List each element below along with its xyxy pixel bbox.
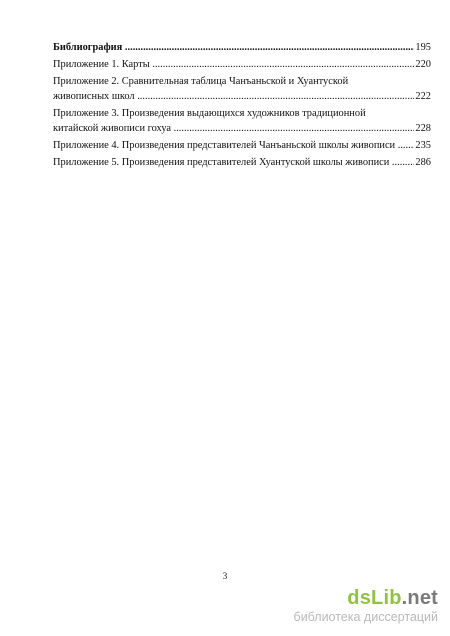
toc-entry-page: 235	[415, 140, 431, 151]
watermark-subtitle: библиотека диссертаций	[293, 610, 438, 624]
logo-ds: ds	[347, 587, 372, 609]
logo-net: .net	[401, 587, 438, 609]
toc-entry-title-line: Приложение 3. Произведения выдающихся художников традиционной	[53, 108, 366, 119]
table-of-contents	[53, 40, 431, 170]
toc-entry-appendix-3[interactable]	[53, 106, 431, 136]
toc-entry-page: 220	[415, 59, 431, 70]
toc-entry-page: 222	[415, 91, 431, 102]
toc-row	[53, 155, 431, 170]
toc-row	[53, 57, 431, 72]
toc-entry-title: Приложение 1. Карты .....	[53, 57, 414, 72]
toc-row	[53, 40, 431, 55]
toc-entry-bibliography[interactable]	[53, 40, 431, 55]
toc-entry-appendix-1[interactable]	[53, 57, 431, 72]
dslib-logo	[294, 587, 438, 609]
toc-row	[53, 121, 431, 136]
toc-entry-title: Приложение 4. Произведения представителей Чанъаньской школы живописи .....	[53, 138, 414, 153]
toc-entry-page: 228	[415, 123, 431, 134]
toc-entry-title: китайской живописи гохуа .....	[53, 121, 414, 136]
toc-entry-appendix-5[interactable]	[53, 155, 431, 170]
toc-entry-title: живописных школ .....	[53, 89, 414, 104]
toc-entry-page: 286	[415, 157, 431, 168]
toc-entry-title: Библиография .....	[53, 40, 414, 55]
toc-entry-appendix-2[interactable]	[53, 74, 431, 104]
toc-entry-page: 195	[415, 42, 431, 53]
page-number: 3	[222, 571, 228, 581]
toc-row	[53, 89, 431, 104]
logo-lib: Lib	[371, 587, 402, 609]
toc-row	[53, 138, 431, 153]
toc-entry-title: Приложение 5. Произведения представителей Хуантуской школы живописи .....	[53, 155, 414, 170]
toc-entry-appendix-4[interactable]	[53, 138, 431, 153]
toc-entry-title-line: Приложение 2. Сравнительная таблица Чанъаньской и Хуантуской	[53, 76, 349, 87]
dslib-watermark[interactable]	[294, 587, 438, 624]
